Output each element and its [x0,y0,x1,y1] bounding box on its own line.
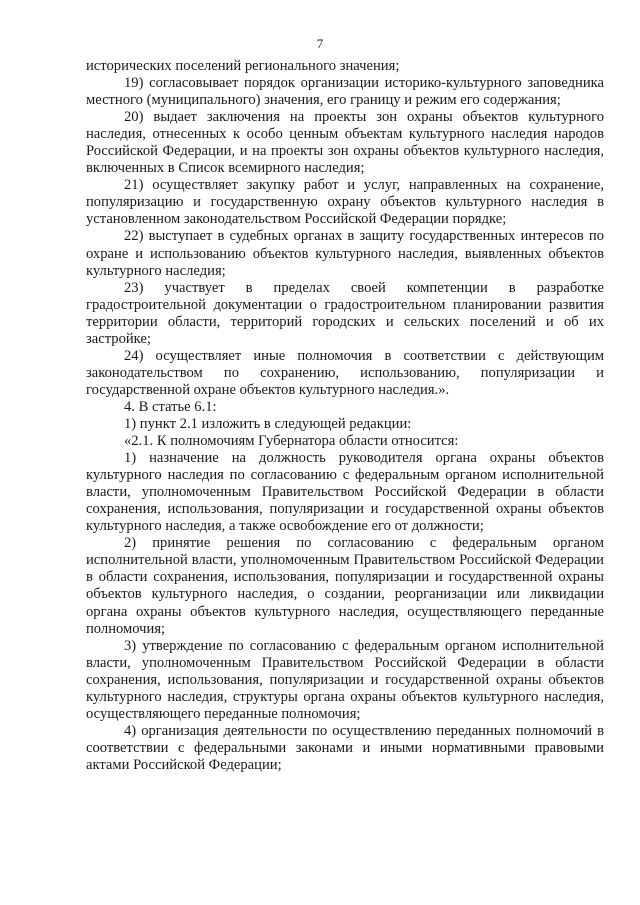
paragraph: 2) принятие решения по согласованию с федеральным органом исполнительной власти, уполномоченным Правительством Российской Федерации в области сохранения, использования, популяризации и государственной охраны объектов культурного наследия, о создании, реорганизации или ликвидации органа охраны объектов культурного наследия, осуществляющего переданные полномочия; [86,535,604,637]
paragraph: 4. В статье 6.1: [124,398,217,415]
paragraph: 24) осуществляет иные полномочия в соответствии с действующим законодательством по сохранению, использованию, популяризации и государственной охране объектов культурного наследия.». [86,347,604,398]
paragraph: 1) пункт 2.1 изложить в следующей редакции: [124,415,412,432]
paragraph: 22) выступает в судебных органах в защиту государственных интересов по охране и использованию объектов культурного наследия, выявленных объектов культурного наследия; [86,228,604,279]
paragraph: 1) назначение на должность руководителя органа охраны объектов культурного наследия по согласованию с федеральным органом исполнительной власти, уполномоченным Правительством Российской Федерации в области сохранения, использования, популяризации и государственной охраны объектов культурного наследия, а также освобождение его от должности; [86,450,604,535]
paragraph: 20) выдает заключения на проекты зон охраны объектов культурного наследия, отнесенных к особо ценным объектам культурного наследия народов Российской Федерации, и на проекты зон охраны объектов культурного наследия, включенных в Список всемирного наследия; [86,109,604,177]
paragraph: 19) согласовывает порядок организации историко-культурного заповедника местного (муниципального) значения, его границу и режим его содержания; [86,75,604,109]
paragraph: «2.1. К полномочиям Губернатора области относится: [124,433,459,450]
paragraph: 21) осуществляет закупку работ и услуг, направленных на сохранение, популяризацию и государственную охрану объектов культурного наследия в установленном законодательством Российской Федерации порядке; [86,177,604,228]
paragraph: 4) организация деятельности по осуществлению переданных полномочий в соответствии с федеральными законами и иными нормативными правовыми актами Российской Федерации; [86,722,604,773]
document-body [86,58,604,774]
paragraph: 3) утверждение по согласованию с федеральным органом исполнительной власти, уполномоченным Правительством Российской Федерации в области сохранения, использования, популяризации и государственной охраны объектов культурного наследия, структуры органа охраны объектов культурного наследия, осуществляющего переданные полномочия; [86,637,604,722]
paragraph: 23) участвует в пределах своей компетенции в разработке градостроительной документации о градостроительном планировании развития территории области, территорий городских и сельских поселений и об их застройке; [86,279,604,347]
paragraph: исторических поселений регионального значения; [86,58,400,74]
page-number: 7 [316,36,324,51]
